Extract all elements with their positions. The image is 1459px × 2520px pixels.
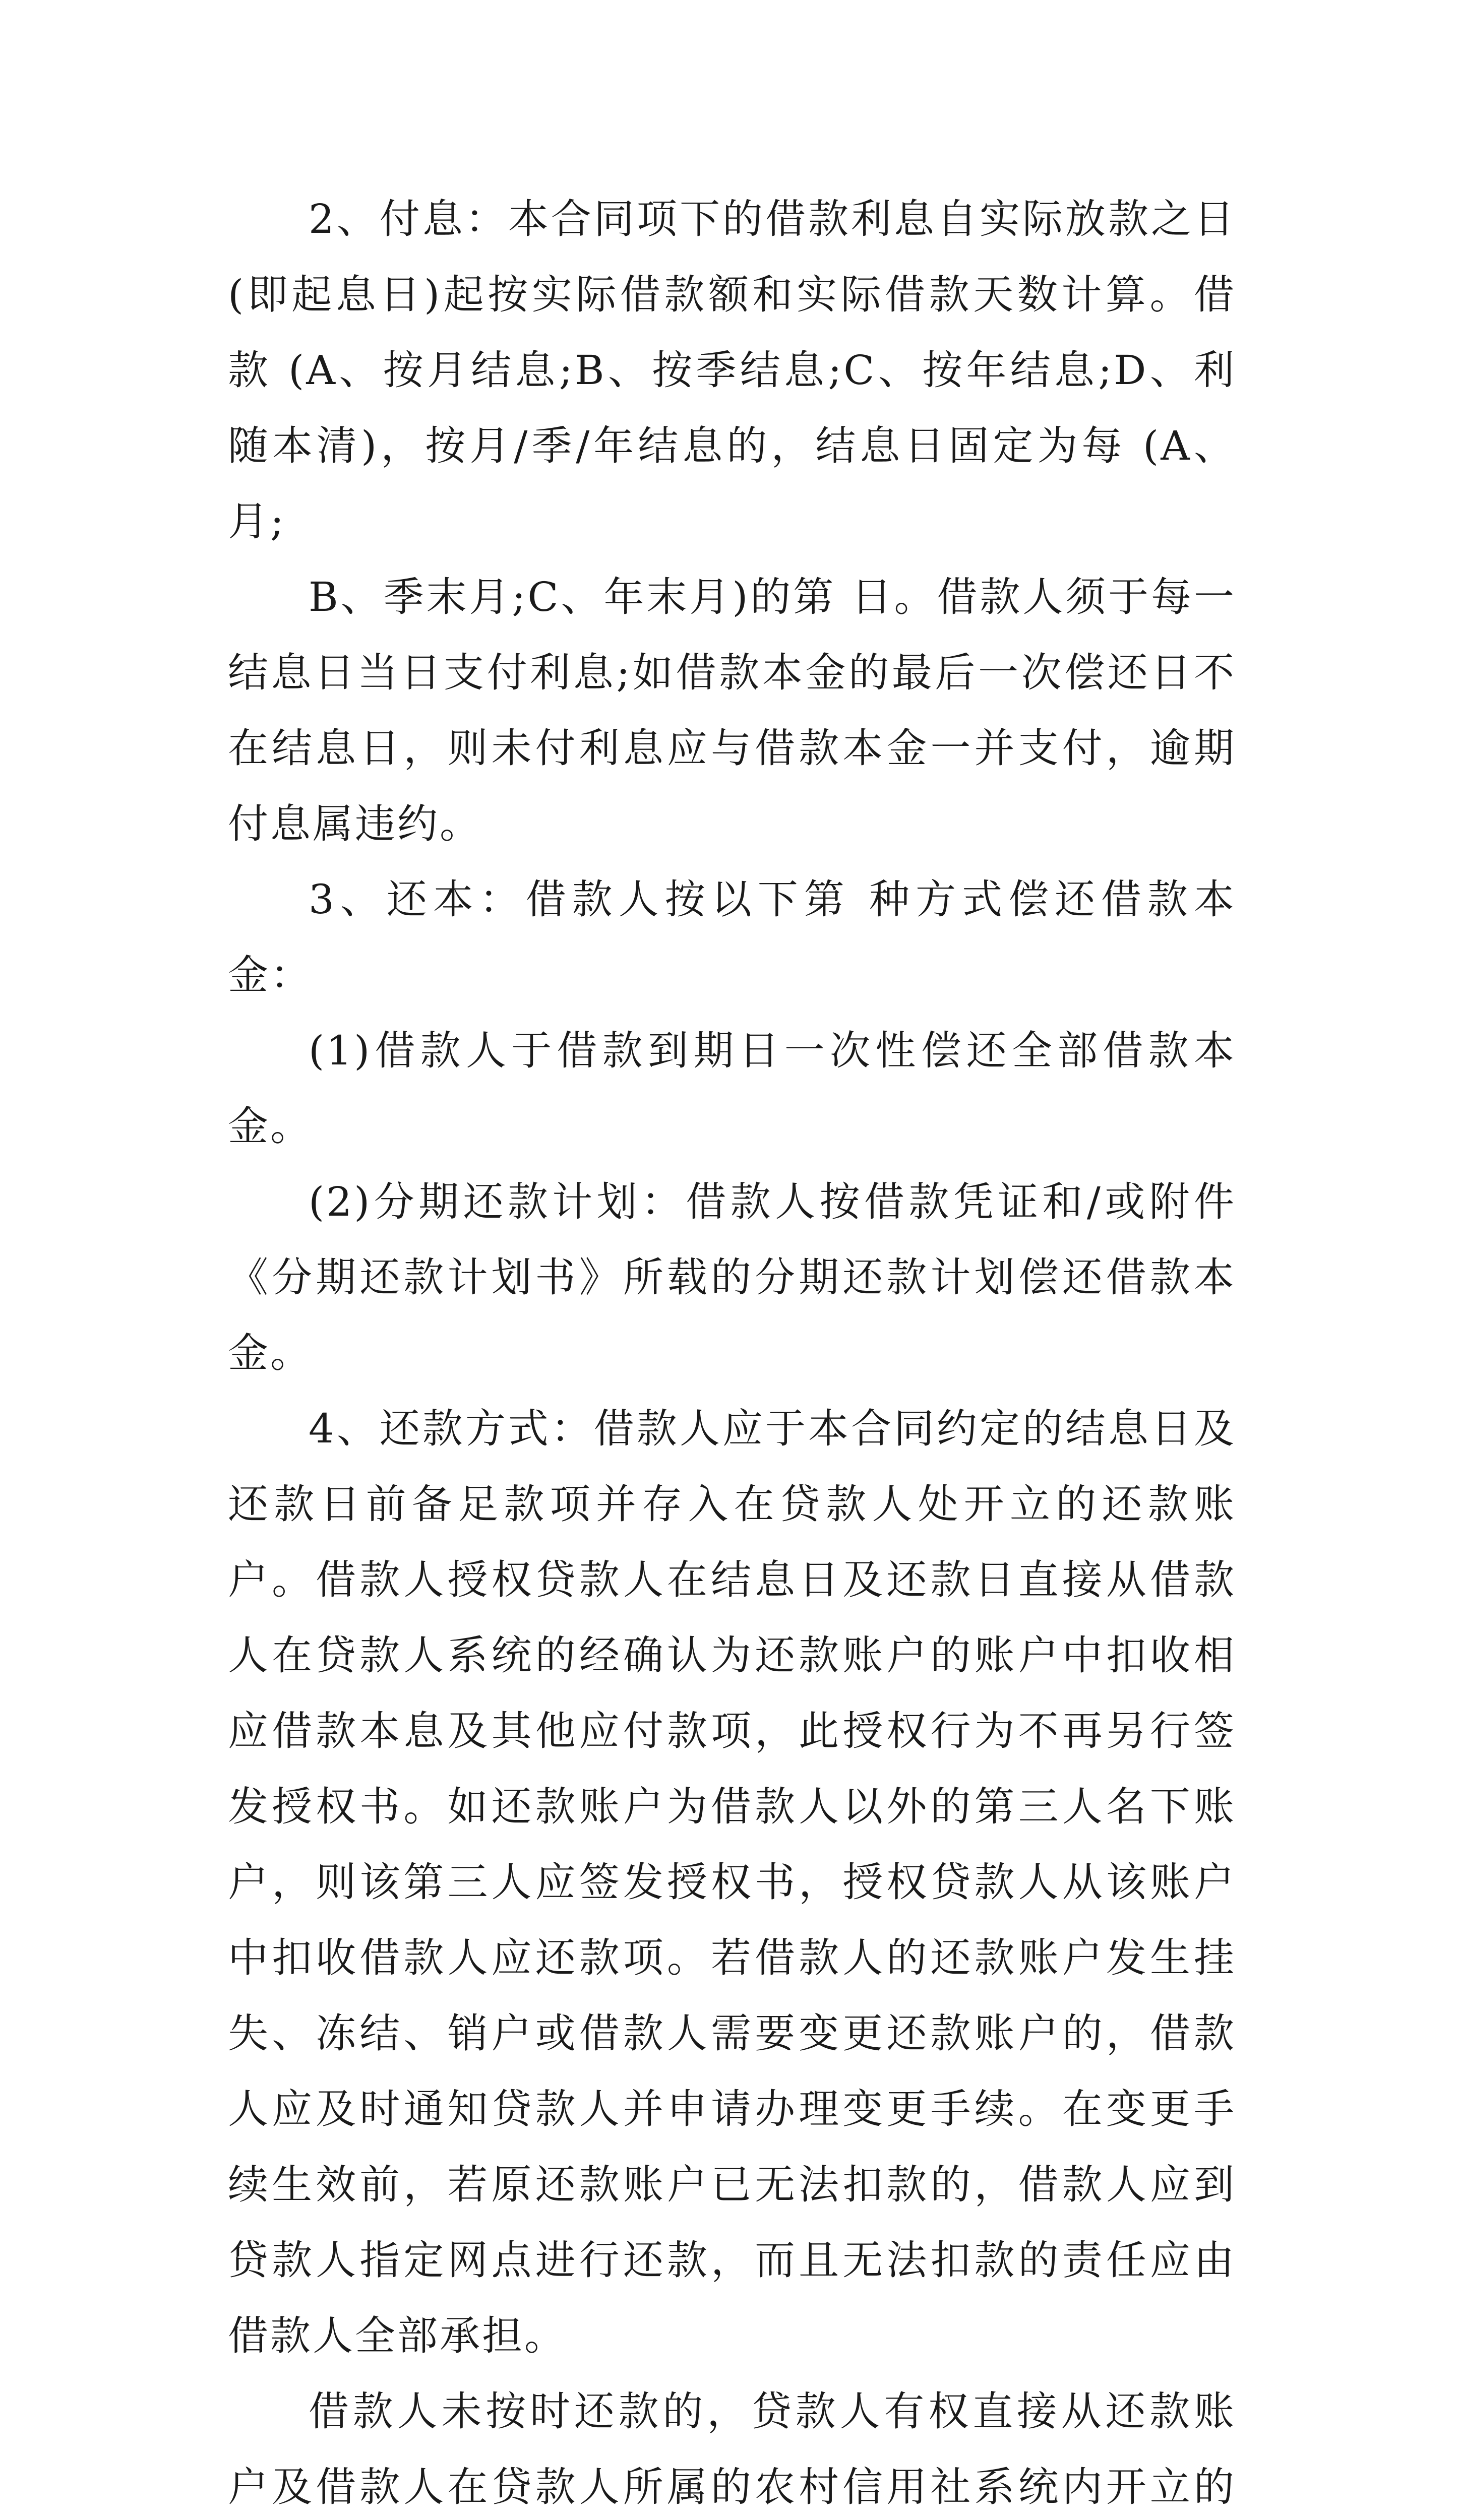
paragraph-late-repayment: 借款人未按时还款的，贷款人有权直接从还款账户及借款人在贷款人所属的农村信用社系统内开立的	[228, 2388, 1236, 2510]
paragraph-installment-option: (2)分期还款计划：借款人按借款凭证和/或附件《分期还款计划书》所载的分期还款计划偿还借款本金。	[228, 1178, 1236, 1376]
paragraph-principal-repayment: 3、还本：借款人按以下第 种方式偿还借款本金：	[228, 876, 1236, 998]
paragraph-interest-payment: 2、付息：本合同项下的借款利息自实际放款之日(即起息日)起按实际借款额和实际借款天数计算。借款 (A、按月结息;B、按季结息;C、按年结息;D、利随本清)，按月/季/年结息的，结息日固定为每 (A、月;	[228, 196, 1236, 545]
paragraph-interest-settlement-day: B、季末月;C、年末月)的第 日。借款人须于每一结息日当日支付利息;如借款本金的最后一次偿还日不在结息日，则未付利息应与借款本金一并支付，逾期付息属违约。	[228, 574, 1236, 847]
paragraph-repayment-method: 4、还款方式：借款人应于本合同约定的结息日及还款日前备足款项并存入在贷款人处开立的还款账户。借款人授权贷款人在结息日及还款日直接从借款人在贷款人系统的经确认为还款账户的账户中扣收相应借款本息及其他应付款项，此授权行为不再另行签发授权书。如还款账户为借款人以外的第三人名下账户，则该第三人应签发授权书，授权贷款人从该账户中扣收借款人应还款项。若借款人的还款账户发生挂失、冻结、销户或借款人需要变更还款账户的，借款人应及时通知贷款人并申请办理变更手续。在变更手续生效前，若原还款账户已无法扣款的，借款人应到贷款人指定网点进行还款，而且无法扣款的责任应由借款人全部承担。	[228, 1405, 1236, 2359]
contract-body	[228, 181, 1236, 2520]
paragraph-lump-sum-option: (1)借款人于借款到期日一次性偿还全部借款本金。	[228, 1027, 1236, 1150]
